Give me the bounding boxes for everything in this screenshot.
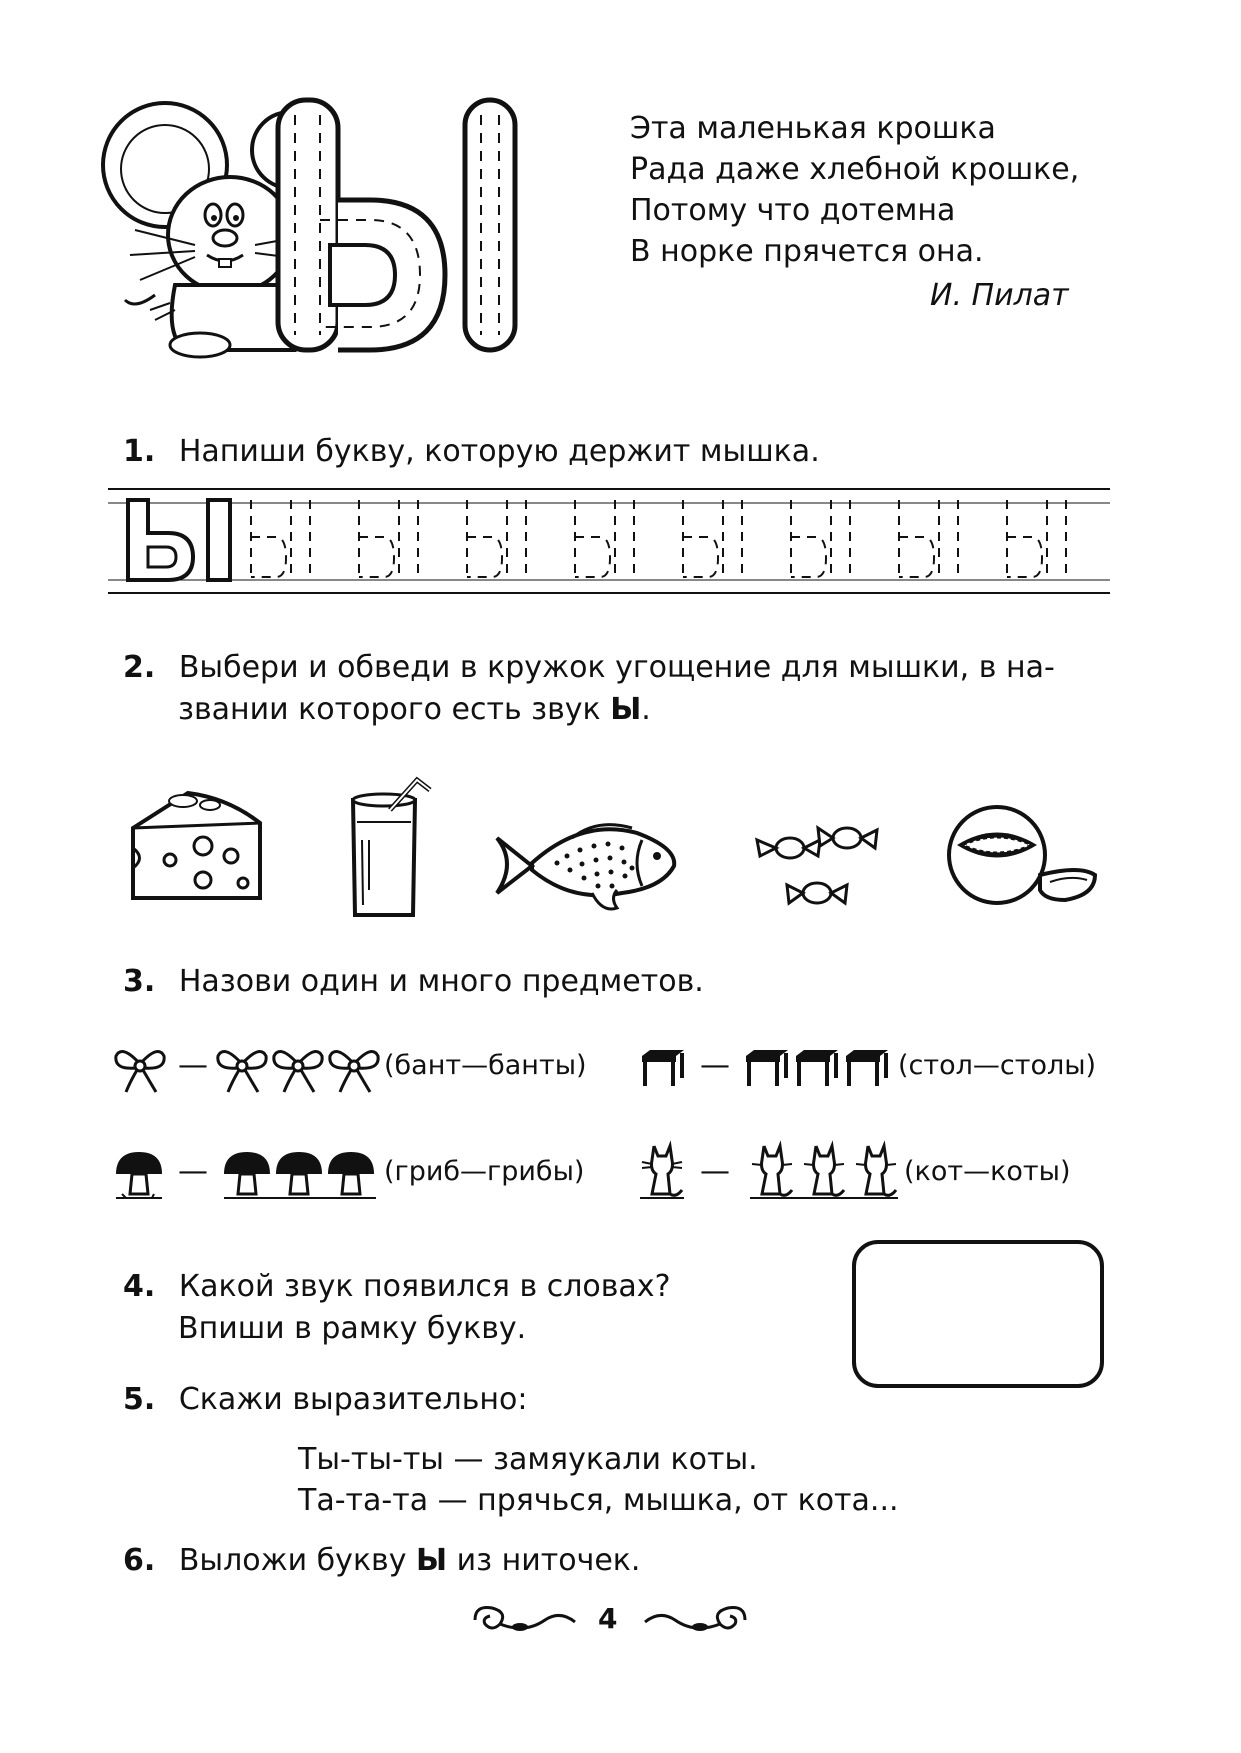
task-text: из ниточек. — [447, 1543, 641, 1578]
bow-icon — [214, 1042, 382, 1094]
task-text: Какой звук появился в словах? — [178, 1269, 671, 1304]
table-icon — [744, 1048, 894, 1088]
word-pair-label: (бант—банты) — [384, 1050, 587, 1081]
header-letter: Ы — [695, 695, 696, 696]
task-number: 6. — [123, 1543, 156, 1578]
answer-box[interactable] — [852, 1240, 1104, 1388]
melon-icon[interactable] — [945, 800, 1105, 910]
ornament-right — [640, 1600, 750, 1640]
poem-line: Эта маленькая крошка — [630, 111, 996, 146]
bow-icon — [112, 1042, 168, 1094]
page-number: 4 — [598, 1602, 618, 1635]
task-number: 4. — [123, 1269, 156, 1304]
rhyme-line: Та-та-та — прячься, мышка, от кота... — [298, 1483, 899, 1518]
task-text: . — [641, 692, 651, 727]
cat-icon — [746, 1142, 902, 1202]
candies-icon[interactable] — [752, 818, 882, 918]
task-text: звании которого есть звук — [178, 692, 611, 727]
task-text: Выложи букву — [178, 1543, 417, 1578]
task-text: Выбери и обведи в кружок угощение для мышки, в на- — [178, 650, 1055, 685]
task-text: Скажи выразительно: — [178, 1382, 528, 1417]
mushroom-icon — [220, 1148, 380, 1200]
glass-of-water-icon[interactable] — [345, 770, 435, 920]
word-pair-label: (стол—столы) — [898, 1050, 1097, 1081]
dash: — — [178, 1154, 208, 1189]
letter-tracing-row[interactable] — [108, 485, 1110, 597]
task-3 — [123, 962, 704, 1002]
task-number: 5. — [123, 1382, 156, 1417]
task-2 — [123, 648, 1055, 688]
task-6 — [123, 1541, 640, 1581]
dash: — — [178, 1048, 208, 1083]
cat-icon — [636, 1142, 688, 1202]
dash: — — [700, 1048, 730, 1083]
task-number: 1. — [123, 434, 156, 469]
letter-highlight: Ы — [416, 1543, 448, 1578]
cheese-icon[interactable] — [128, 788, 268, 908]
task-text: Впиши в рамку букву. — [178, 1311, 527, 1346]
word-pair-label: (кот—коты) — [904, 1156, 1071, 1187]
task-4 — [123, 1267, 671, 1307]
ornament-left — [470, 1600, 580, 1640]
word-pair-label: (гриб—грибы) — [384, 1156, 585, 1187]
poem-line: В норке прячется она. — [630, 234, 984, 269]
dash: — — [700, 1154, 730, 1189]
letter-highlight: Ы — [610, 692, 642, 727]
task-5 — [123, 1380, 527, 1420]
task-text: Назови один и много предметов. — [178, 964, 704, 999]
poem-line: Потому что дотемна — [630, 193, 956, 228]
rhyme-line: Ты-ты-ты — замяукали коты. — [298, 1442, 758, 1477]
poem-author: И. Пилат — [930, 278, 1069, 313]
poem — [630, 108, 1079, 272]
table-icon — [640, 1048, 686, 1088]
poem-line: Рада даже хлебной крошке, — [630, 152, 1080, 187]
task-2-line2 — [178, 690, 651, 730]
task-number: 3. — [123, 964, 156, 999]
mushroom-icon — [112, 1148, 166, 1200]
fish-icon[interactable] — [492, 808, 682, 918]
task-1 — [123, 432, 820, 472]
task-number: 2. — [123, 650, 156, 685]
task-text: Напиши букву, которую держит мышка. — [178, 434, 820, 469]
